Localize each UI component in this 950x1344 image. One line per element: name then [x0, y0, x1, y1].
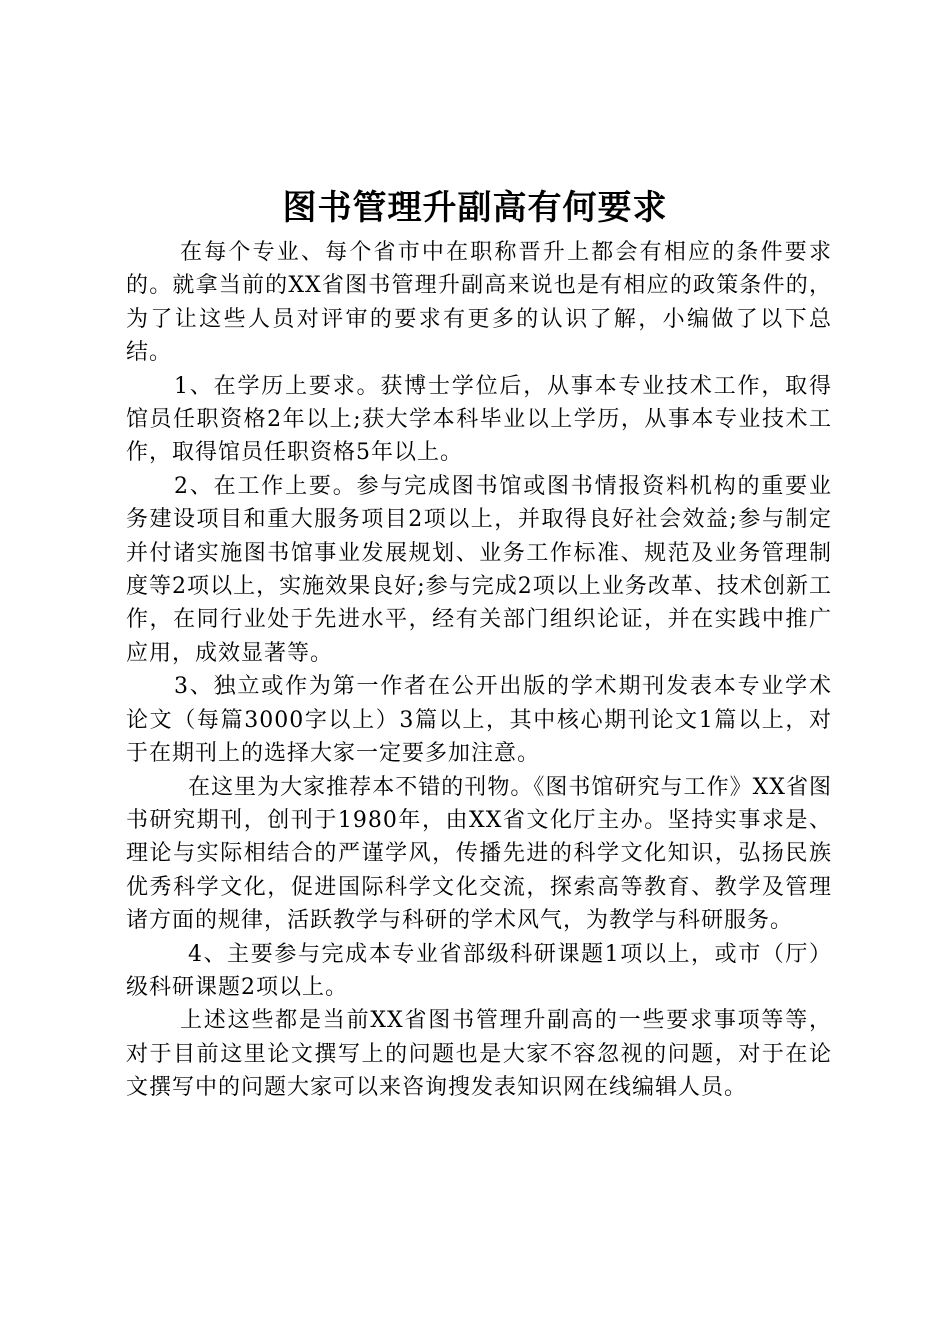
- paragraph-item-4-research: 4、主要参与完成本专业省部级科研课题1项以上，或市（厅）级科研课题2项以上。: [126, 941, 832, 1000]
- page-title: 图书管理升副高有何要求: [282, 188, 668, 228]
- document-body: [126, 236, 832, 1105]
- paragraph-item-1-education: 1、在学历上要求。获博士学位后，从事本专业技术工作，取得馆员任职资格2年以上;获大学本科毕业以上学历，从事本专业技术工作，取得馆员任职资格5年以上。: [126, 373, 832, 466]
- paragraph-conclusion: 上述这些都是当前XX省图书管理升副高的一些要求事项等等，对于目前这里论文撰写上的问题也是大家不容忽视的问题，对于在论文撰写中的问题大家可以来咨询搜发表知识网在线编辑人员。: [126, 1008, 832, 1101]
- paragraph-intro: 在每个专业、每个省市中在职称晋升上都会有相应的条件要求的。就拿当前的XX省图书管理升副高来说也是有相应的政策条件的，为了让这些人员对评审的要求有更多的认识了解，小编做了以下总结。: [126, 240, 832, 366]
- paragraph-item-3-papers: 3、独立或作为第一作者在公开出版的学术期刊发表本专业学术论文（每篇3000字以上）3篇以上，其中核心期刊论文1篇以上，对于在期刊上的选择大家一定要多加注意。: [126, 674, 832, 767]
- paragraph-journal-recommendation: 在这里为大家推荐本不错的刊物。《图书馆研究与工作》XX省图书研究期刊，创刊于1980年，由XX省文化厅主办。坚持实事求是、理论与实际相结合的严谨学风，传播先进的科学文化知识，弘扬民族优秀科学文化，促进国际科学文化交流，探索高等教育、教学及管理诸方面的规律，活跃教学与科研的学术风气，为教学与科研服务。: [126, 774, 832, 934]
- paragraph-item-2-work: 2、在工作上要。参与完成图书馆或图书情报资料机构的重要业务建设项目和重大服务项目2项以上，并取得良好社会效益;参与制定并付诸实施图书馆事业发展规划、业务工作标准、规范及业务管理制度等2项以上，实施效果良好;参与完成2项以上业务改革、技术创新工作，在同行业处于先进水平，经有关部门组织论证，并在实践中推广应用，成效显著等。: [126, 473, 832, 666]
